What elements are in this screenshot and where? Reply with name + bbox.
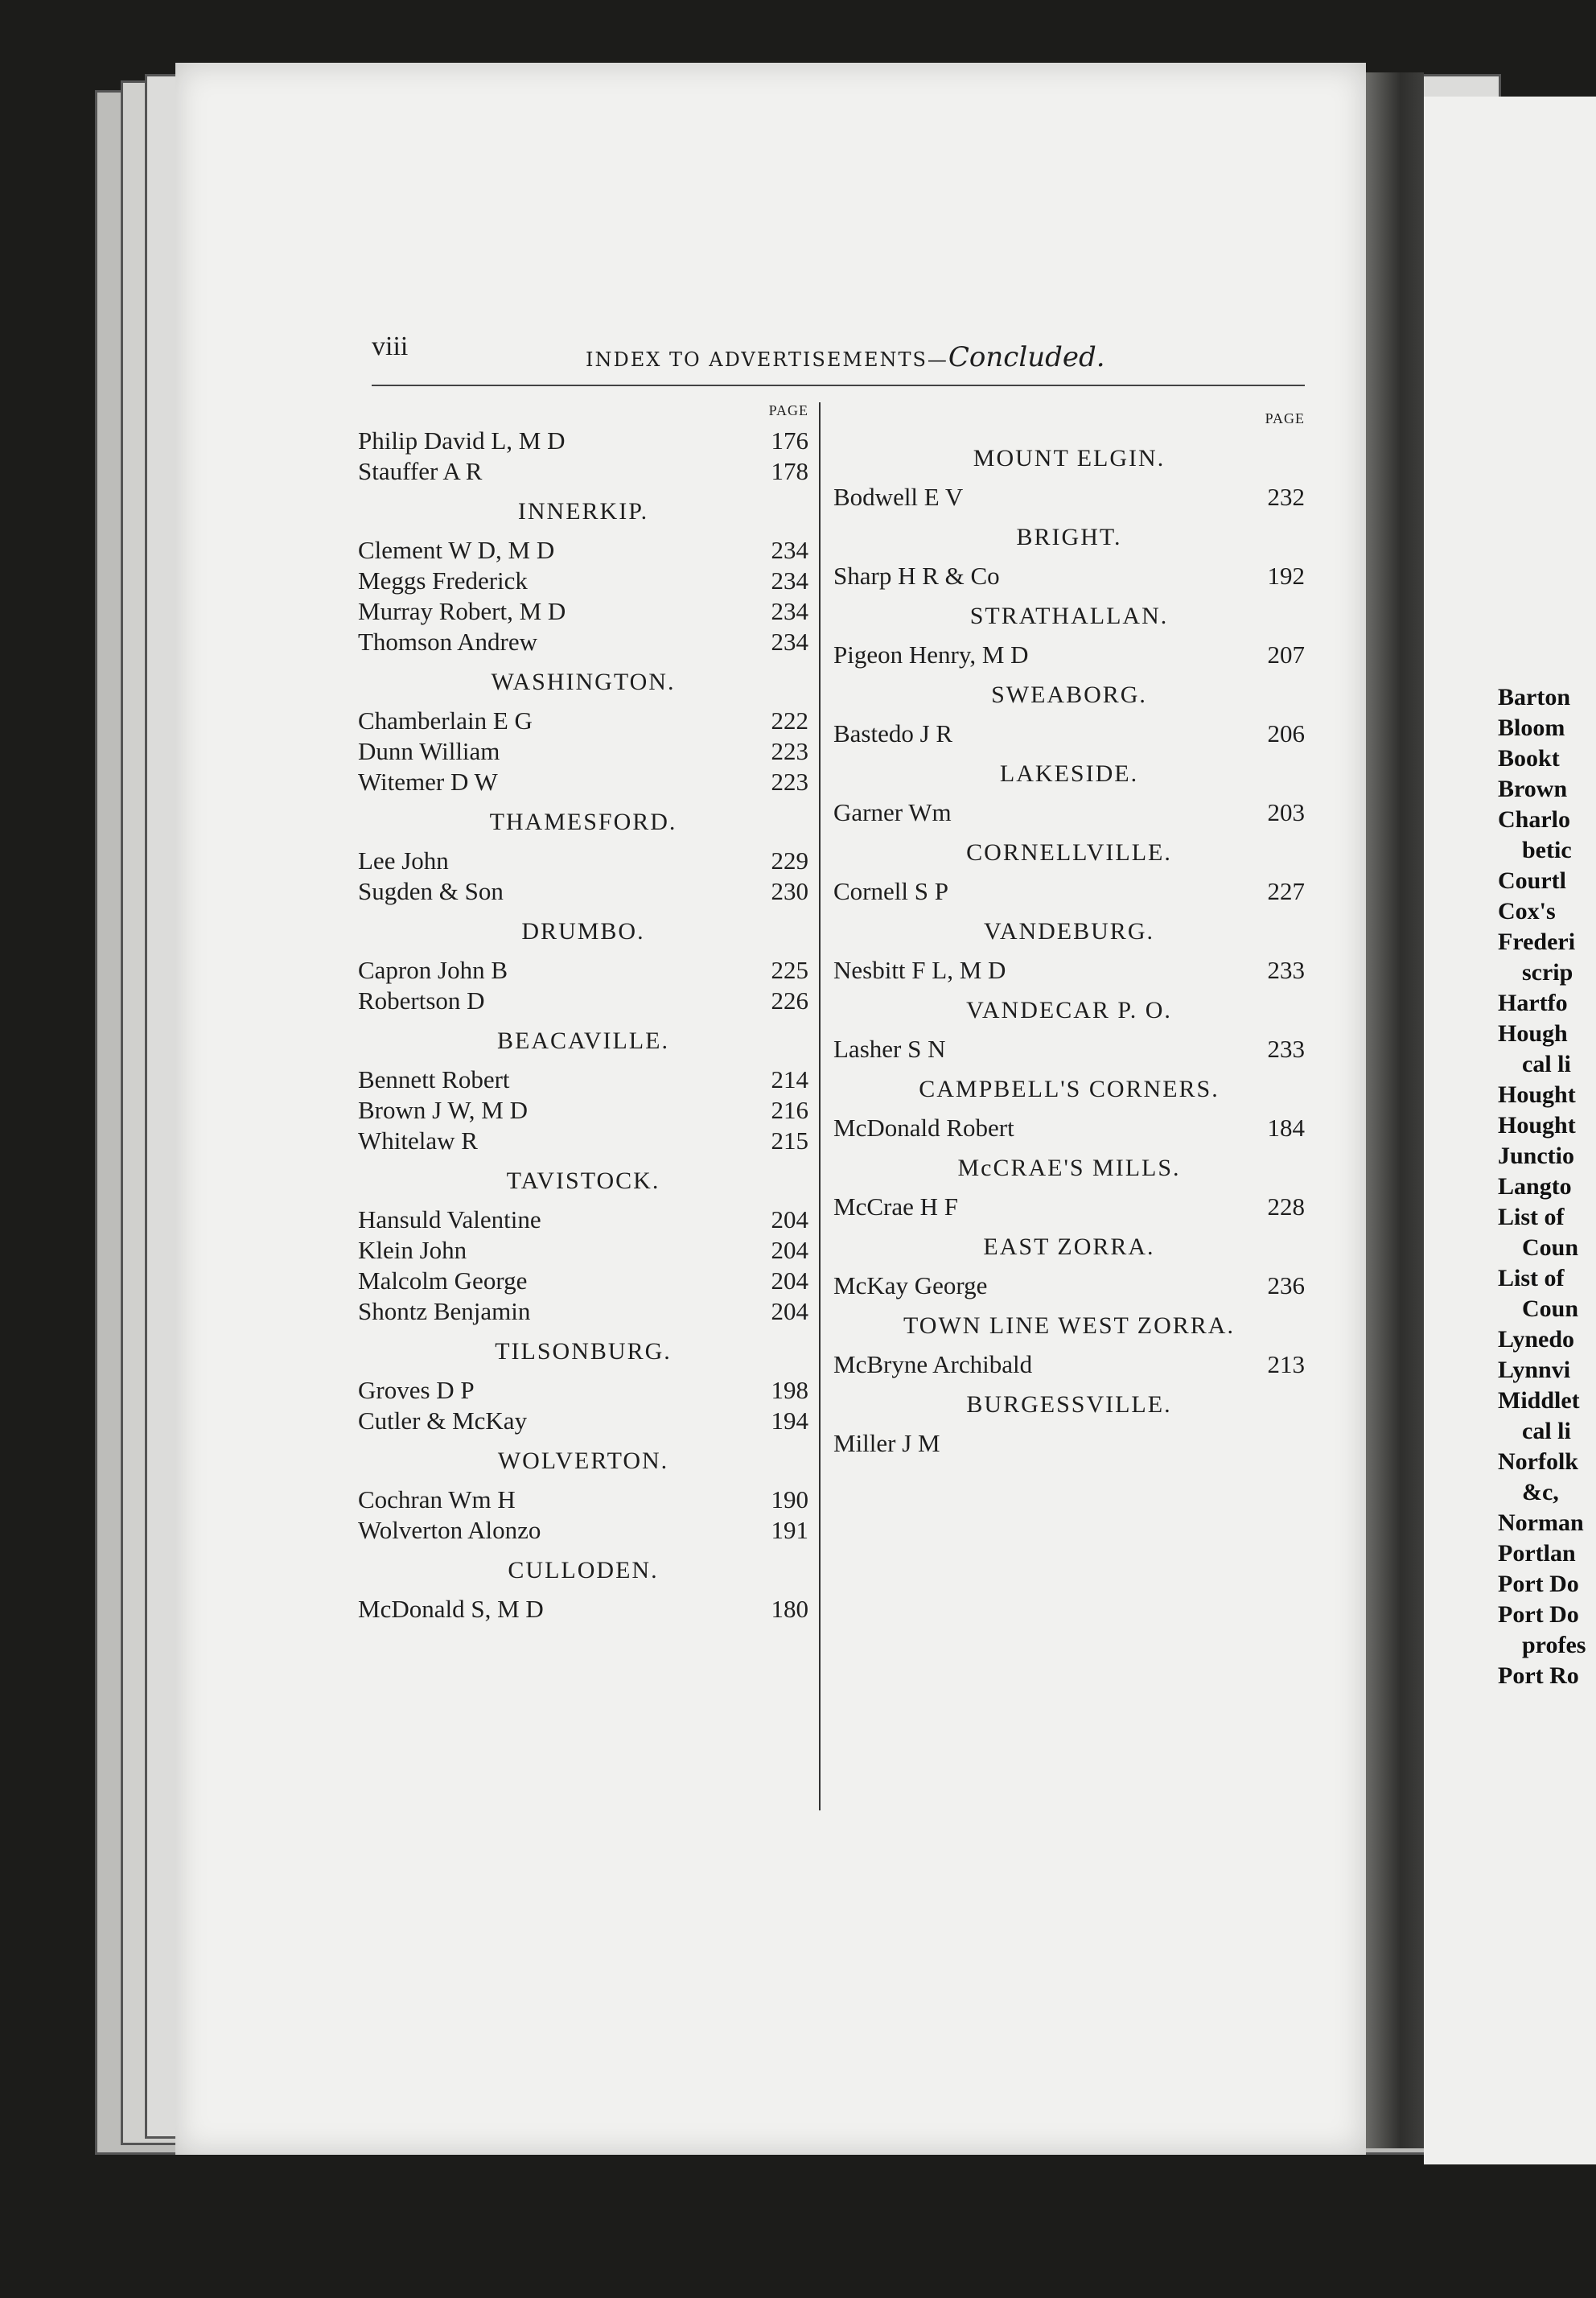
index-entry bbox=[358, 457, 808, 488]
section-heading: VANDEBURG. bbox=[984, 918, 1154, 945]
section-heading: SWEABORG. bbox=[991, 682, 1147, 708]
entry-name: Stauffer A R bbox=[358, 457, 483, 485]
section-heading: STRATHALLAN. bbox=[969, 603, 1169, 629]
entry-page: 227 bbox=[1267, 877, 1305, 905]
facing-page-text: Portlan bbox=[1498, 1540, 1576, 1567]
entry-page: 229 bbox=[771, 846, 808, 875]
right-column bbox=[833, 410, 1305, 1460]
entry-name: Capron John B bbox=[358, 956, 508, 984]
index-entry bbox=[833, 1192, 1305, 1223]
column-divider bbox=[819, 402, 821, 1810]
entry-name: Thomson Andrew bbox=[358, 628, 538, 656]
facing-page-text: Norman bbox=[1498, 1509, 1584, 1536]
entry-page: 204 bbox=[771, 1297, 808, 1325]
entry-name: Shontz Benjamin bbox=[358, 1297, 531, 1325]
section-heading: BEACAVILLE. bbox=[497, 1028, 669, 1054]
page-column-label: PAGE bbox=[768, 402, 808, 418]
entry-name: Malcolm George bbox=[358, 1266, 528, 1295]
section-heading: WOLVERTON. bbox=[497, 1448, 669, 1474]
entry-name: Pigeon Henry, M D bbox=[833, 640, 1029, 669]
entry-name: Murray Robert, M D bbox=[358, 597, 566, 625]
entry-name: Lasher S N bbox=[833, 1035, 946, 1063]
index-entry bbox=[358, 1065, 808, 1096]
entry-page: 215 bbox=[771, 1126, 808, 1155]
facing-page-text: Port Do bbox=[1498, 1571, 1579, 1597]
page-title bbox=[586, 341, 1105, 373]
entry-name: Wolverton Alonzo bbox=[358, 1516, 541, 1544]
entry-page: 191 bbox=[771, 1516, 808, 1544]
entry-name: Philip David L, M D bbox=[358, 426, 566, 455]
index-entry bbox=[833, 1035, 1305, 1065]
entry-page: 234 bbox=[771, 597, 808, 625]
entry-name: Meggs Frederick bbox=[358, 566, 528, 595]
index-entry bbox=[833, 1271, 1305, 1302]
entry-name: Garner Wm bbox=[833, 798, 952, 826]
index-entry bbox=[358, 1205, 808, 1236]
index-entry bbox=[358, 597, 808, 628]
book-gutter bbox=[1366, 72, 1424, 2148]
entry-name: Groves D P bbox=[358, 1376, 475, 1404]
facing-page-text: cal li bbox=[1522, 1418, 1571, 1444]
facing-page-text: Lynedo bbox=[1498, 1326, 1575, 1353]
section-heading: CORNELLVILLE. bbox=[966, 839, 1172, 866]
header-rule bbox=[372, 385, 1305, 386]
entry-name: Cornell S P bbox=[833, 877, 948, 905]
section-heading: EAST ZORRA. bbox=[983, 1233, 1155, 1260]
entry-page: 232 bbox=[1267, 483, 1305, 511]
index-entry bbox=[358, 1406, 808, 1437]
entry-name: Cochran Wm H bbox=[358, 1485, 516, 1513]
facing-page-text: Cox's bbox=[1498, 898, 1556, 925]
entry-name: Brown J W, M D bbox=[358, 1096, 529, 1124]
facing-page-text: Norfolk bbox=[1498, 1448, 1578, 1475]
index-entry bbox=[358, 986, 808, 1017]
facing-page-text: Port Ro bbox=[1498, 1662, 1579, 1689]
entry-name: McBryne Archibald bbox=[833, 1350, 1033, 1378]
facing-page-text: Bookt bbox=[1498, 745, 1560, 772]
entry-page: 178 bbox=[771, 457, 808, 485]
entry-page: 213 bbox=[1267, 1350, 1305, 1378]
entry-page: 226 bbox=[771, 986, 808, 1015]
facing-page-text: Charlo bbox=[1498, 806, 1570, 833]
page-column-label: PAGE bbox=[1265, 410, 1305, 426]
index-entry bbox=[358, 737, 808, 768]
page-number: viii bbox=[372, 332, 409, 361]
index-entry bbox=[358, 956, 808, 986]
facing-page-text: Junctio bbox=[1498, 1143, 1575, 1169]
entry-name: Bodwell E V bbox=[833, 483, 964, 511]
title-italic: Concluded. bbox=[948, 341, 1105, 373]
entry-name: Bastedo J R bbox=[833, 719, 953, 747]
entry-page: 234 bbox=[771, 628, 808, 656]
index-entry bbox=[358, 768, 808, 798]
entry-page: 234 bbox=[771, 536, 808, 564]
facing-page-text: Bloom bbox=[1498, 715, 1565, 741]
facing-page-text: Langto bbox=[1498, 1173, 1572, 1200]
entry-name: Sugden & Son bbox=[358, 877, 504, 905]
entry-page: 223 bbox=[771, 768, 808, 796]
facing-page-text: betic bbox=[1522, 837, 1572, 863]
entry-name: McDonald Robert bbox=[833, 1114, 1014, 1142]
index-entry bbox=[358, 628, 808, 658]
section-heading: THAMESFORD. bbox=[489, 809, 677, 835]
entry-name: McDonald S, M D bbox=[358, 1595, 544, 1623]
left-column bbox=[358, 402, 808, 1625]
title-prefix: INDEX TO ADVERTISEMENTS— bbox=[586, 348, 948, 371]
entry-page: 190 bbox=[771, 1485, 808, 1513]
entry-name: Sharp H R & Co bbox=[833, 562, 1000, 590]
index-entry bbox=[358, 706, 808, 737]
section-heading: BRIGHT. bbox=[1016, 524, 1122, 550]
facing-page-text: &c, bbox=[1522, 1479, 1559, 1505]
section-heading: DRUMBO. bbox=[521, 918, 645, 945]
entry-page: 194 bbox=[771, 1406, 808, 1435]
facing-page-text: Lynnvi bbox=[1498, 1357, 1571, 1383]
entry-page: 206 bbox=[1267, 719, 1305, 747]
index-entry bbox=[358, 1126, 808, 1157]
facing-page-text: Brown bbox=[1498, 776, 1568, 802]
entry-name: Robertson D bbox=[358, 986, 485, 1015]
index-entry bbox=[833, 562, 1305, 592]
entry-name: Whitelaw R bbox=[358, 1126, 478, 1155]
index-entry bbox=[358, 1266, 808, 1297]
entry-page: 233 bbox=[1267, 1035, 1305, 1063]
section-heading: MOUNT ELGIN. bbox=[973, 445, 1166, 472]
facing-page-text: Middlet bbox=[1498, 1387, 1580, 1414]
entry-page: 236 bbox=[1267, 1271, 1305, 1299]
index-entry bbox=[358, 536, 808, 566]
entry-name: Dunn William bbox=[358, 737, 500, 765]
section-heading: TAVISTOCK. bbox=[506, 1168, 660, 1194]
index-entry bbox=[358, 1096, 808, 1126]
facing-page-text: Hartfo bbox=[1498, 990, 1568, 1016]
index-entry bbox=[833, 1114, 1305, 1144]
index-entry bbox=[833, 798, 1305, 829]
facing-page-text: profes bbox=[1522, 1632, 1586, 1658]
entry-page: 225 bbox=[771, 956, 808, 984]
entry-name: Bennett Robert bbox=[358, 1065, 510, 1093]
section-heading: CAMPBELL'S CORNERS. bbox=[919, 1076, 1220, 1102]
entry-page: 192 bbox=[1267, 562, 1305, 590]
section-heading: TILSONBURG. bbox=[495, 1338, 672, 1365]
entry-name: Chamberlain E G bbox=[358, 706, 533, 735]
section-heading: TOWN LINE WEST ZORRA. bbox=[903, 1312, 1235, 1339]
section-heading: WASHINGTON. bbox=[491, 669, 676, 695]
entry-name: Witemer D W bbox=[358, 768, 498, 796]
entry-page: 222 bbox=[771, 706, 808, 735]
index-entry bbox=[833, 877, 1305, 908]
facing-page-text: Frederi bbox=[1498, 929, 1576, 955]
facing-page-text: Hough bbox=[1498, 1020, 1568, 1047]
index-entry bbox=[358, 846, 808, 877]
section-heading: BURGESSVILLE. bbox=[966, 1391, 1172, 1418]
section-heading: CULLODEN. bbox=[508, 1557, 659, 1583]
entry-page: 207 bbox=[1267, 640, 1305, 669]
index-entry bbox=[358, 1516, 808, 1546]
entry-page: 214 bbox=[771, 1065, 808, 1093]
entry-name: Hansuld Valentine bbox=[358, 1205, 541, 1233]
index-entry bbox=[358, 1376, 808, 1406]
entry-page: 198 bbox=[771, 1376, 808, 1404]
entry-page: 204 bbox=[771, 1266, 808, 1295]
index-entry bbox=[833, 640, 1305, 671]
index-entry bbox=[833, 1429, 1305, 1460]
facing-page-text: Courtl bbox=[1498, 867, 1566, 894]
entry-page: 216 bbox=[771, 1096, 808, 1124]
entry-name: Lee John bbox=[358, 846, 449, 875]
facing-page-text: List of bbox=[1498, 1265, 1565, 1291]
entry-page: 204 bbox=[771, 1236, 808, 1264]
facing-page-text: scrip bbox=[1522, 959, 1573, 986]
entry-page: 184 bbox=[1267, 1114, 1305, 1142]
index-entry bbox=[358, 1485, 808, 1516]
section-heading: VANDECAR P. O. bbox=[966, 997, 1172, 1023]
facing-page-text: Coun bbox=[1522, 1234, 1579, 1261]
entry-name: Miller J M bbox=[833, 1429, 940, 1457]
section-heading: INNERKIP. bbox=[517, 498, 649, 525]
entry-page: 234 bbox=[771, 566, 808, 595]
index-entry bbox=[358, 426, 808, 457]
facing-page-text: Barton bbox=[1498, 684, 1570, 710]
index-entry bbox=[358, 1297, 808, 1328]
entry-page: 230 bbox=[771, 877, 808, 905]
entry-page: 228 bbox=[1267, 1192, 1305, 1221]
facing-page bbox=[1424, 97, 1596, 2164]
section-heading: LAKESIDE. bbox=[999, 760, 1139, 787]
facing-page-text: Hought bbox=[1498, 1112, 1576, 1139]
index-entry bbox=[358, 877, 808, 908]
entry-name: Cutler & McKay bbox=[358, 1406, 528, 1435]
facing-page-text: List of bbox=[1498, 1204, 1565, 1230]
entry-name: McKay George bbox=[833, 1271, 988, 1299]
index-entry bbox=[833, 483, 1305, 513]
index-entry bbox=[833, 719, 1305, 750]
entry-page: 176 bbox=[771, 426, 808, 455]
entry-name: McCrae H F bbox=[833, 1192, 958, 1221]
entry-page: 203 bbox=[1267, 798, 1305, 826]
section-heading: McCRAE'S MILLS. bbox=[957, 1155, 1181, 1181]
entry-name: Clement W D, M D bbox=[358, 536, 555, 564]
entry-page: 223 bbox=[771, 737, 808, 765]
entry-page: 204 bbox=[771, 1205, 808, 1233]
index-entry bbox=[833, 1350, 1305, 1381]
facing-page-text: Port Do bbox=[1498, 1601, 1579, 1628]
facing-page-text: Hought bbox=[1498, 1081, 1576, 1108]
index-entry bbox=[833, 956, 1305, 986]
facing-page-text: cal li bbox=[1522, 1051, 1571, 1077]
entry-name: Nesbitt F L, M D bbox=[833, 956, 1006, 984]
index-entry bbox=[358, 1236, 808, 1266]
facing-page-text: Coun bbox=[1522, 1295, 1579, 1322]
entry-page: 233 bbox=[1267, 956, 1305, 984]
index-entry bbox=[358, 1595, 808, 1625]
entry-page: 180 bbox=[771, 1595, 808, 1623]
entry-name: Klein John bbox=[358, 1236, 467, 1264]
index-entry bbox=[358, 566, 808, 597]
